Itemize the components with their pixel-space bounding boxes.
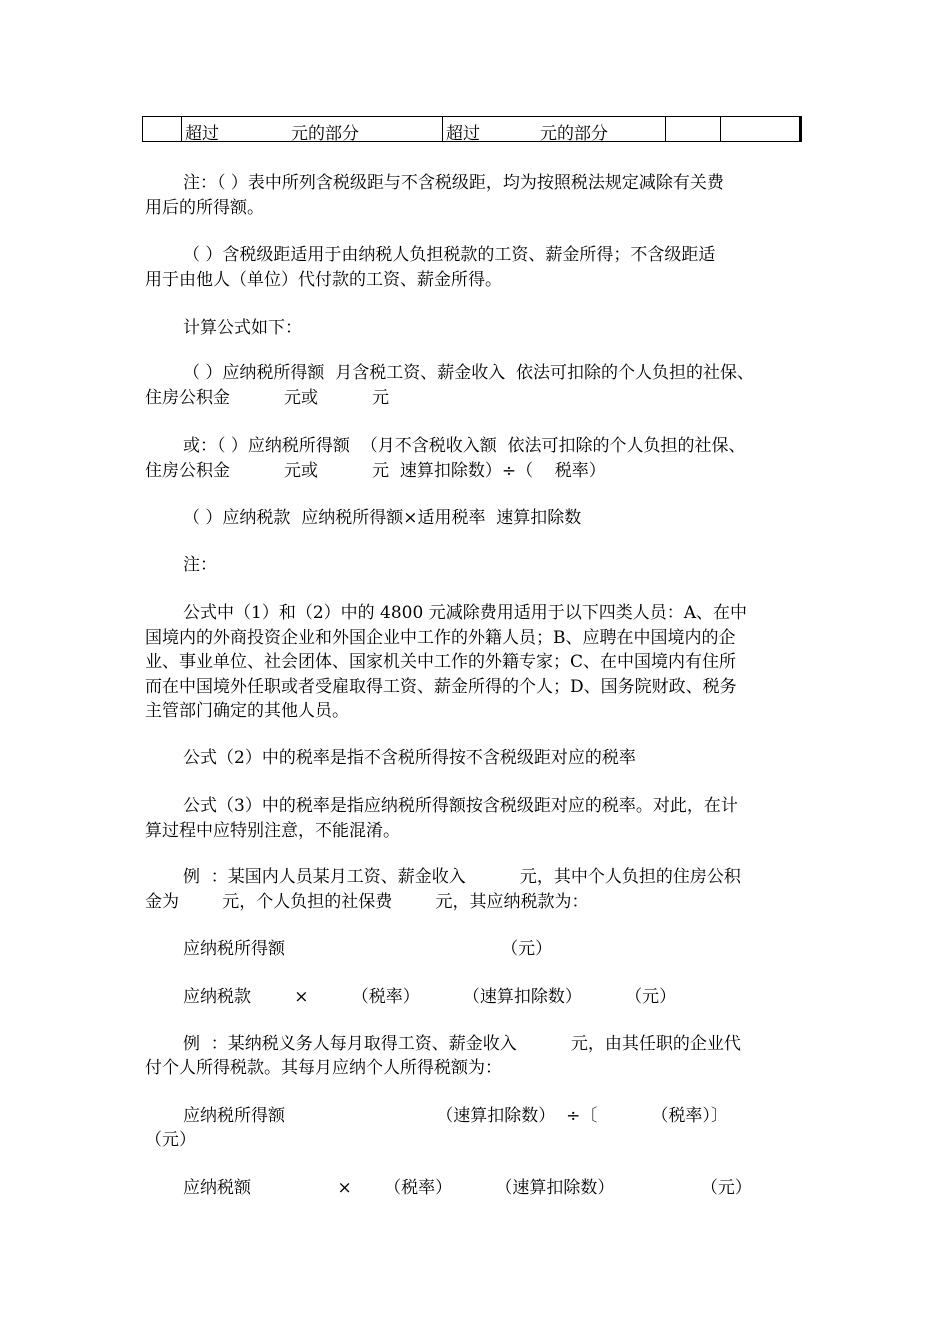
example2-calc1-unit: （元） xyxy=(145,1130,196,1150)
table-cell-non-taxable-range xyxy=(442,117,665,144)
cell-text: 元的部分 xyxy=(291,124,359,144)
note2-line2: 用于由他人（单位）代付款的工资、薪金所得。 xyxy=(145,270,502,290)
formula2-line1: 或：（ ）应纳税所得额 （月不含税收入额 依法可扣除的个人负担的社保、 xyxy=(183,436,746,456)
example2-line1: 例 ：某纳税义务人每月取得工资、薪金收入 元，由其任职的企业代 xyxy=(183,1034,741,1054)
cell-text: 超过 xyxy=(446,124,480,144)
note2-para1-line3: 业、事业单位、社会团体、国家机关中工作的外籍专家；C、在中国境内有住所 xyxy=(145,652,737,672)
example1-calc1: 应纳税所得额 （元） xyxy=(183,939,553,959)
example2-calc2: 应纳税额 × （税率） （速算扣除数） （元） xyxy=(183,1178,752,1198)
example2-calc1: 应纳税所得额 （速算扣除数） ÷〔 （税率）〕 xyxy=(183,1106,728,1126)
note2-para3-line2: 算过程中应特别注意，不能混淆。 xyxy=(145,821,400,841)
note2-para1-line1: 公式中（1）和（2）中的 4800 元减除费用适用于以下四类人员：A、在中 xyxy=(183,603,747,623)
example1-line1: 例 ：某国内人员某月工资、薪金收入 元，其中个人负担的住房公积 xyxy=(183,867,741,887)
note2-para3-line1: 公式（3）中的税率是指应纳税所得额按含税级距对应的税率。对此，在计 xyxy=(183,796,738,816)
formula-heading: 计算公式如下： xyxy=(183,318,302,338)
note2-label: 注： xyxy=(183,555,217,575)
note2-para1-line4: 而在中国境外任职或者受雇取得工资、薪金所得的个人；D、国务院财政、税务 xyxy=(145,677,737,697)
formula3: （ ）应纳税款 应纳税所得额×适用税率 速算扣除数 xyxy=(183,508,582,528)
note2-para1-line2: 国境内的外商投资企业和外国企业中工作的外籍人员；B、应聘在中国境内的企 xyxy=(145,628,736,648)
cell-text: 元的部分 xyxy=(540,124,608,144)
note1-line2: 用后的所得额。 xyxy=(145,198,264,218)
formula2-line2: 住房公积金 元或 元 速算扣除数）÷（ 税率） xyxy=(145,461,606,481)
table-cell-deduction xyxy=(720,117,801,141)
note2-para1-line5: 主管部门确定的其他人员。 xyxy=(145,701,349,721)
table-cell-taxable-range xyxy=(181,117,442,144)
cell-text: 超过 xyxy=(185,124,219,144)
example1-line2: 金为 元，个人负担的社保费 元，其应纳税款为： xyxy=(145,892,589,912)
note2-line1: （ ）含税级距适用于由纳税人负担税款的工资、薪金所得；不含级距适 xyxy=(183,245,716,265)
example1-calc2: 应纳税款 × （税率） （速算扣除数） （元） xyxy=(183,987,677,1007)
table-cell-rate xyxy=(665,117,720,141)
example2-line2: 付个人所得税款。其每月应纳个人所得税额为： xyxy=(145,1058,502,1078)
formula1-line1: （ ）应纳税所得额 月含税工资、薪金收入 依法可扣除的个人负担的社保、 xyxy=(183,363,755,383)
tax-bracket-table-row xyxy=(142,116,802,142)
note2-para2: 公式（2）中的税率是指不含税所得按不含税级距对应的税率 xyxy=(183,748,636,768)
table-cell-index xyxy=(143,117,181,141)
formula1-line2: 住房公积金 元或 元 xyxy=(145,388,390,408)
note1-line1: 注：（ ）表中所列含税级距与不含税级距，均为按照税法规定减除有关费 xyxy=(183,173,724,193)
